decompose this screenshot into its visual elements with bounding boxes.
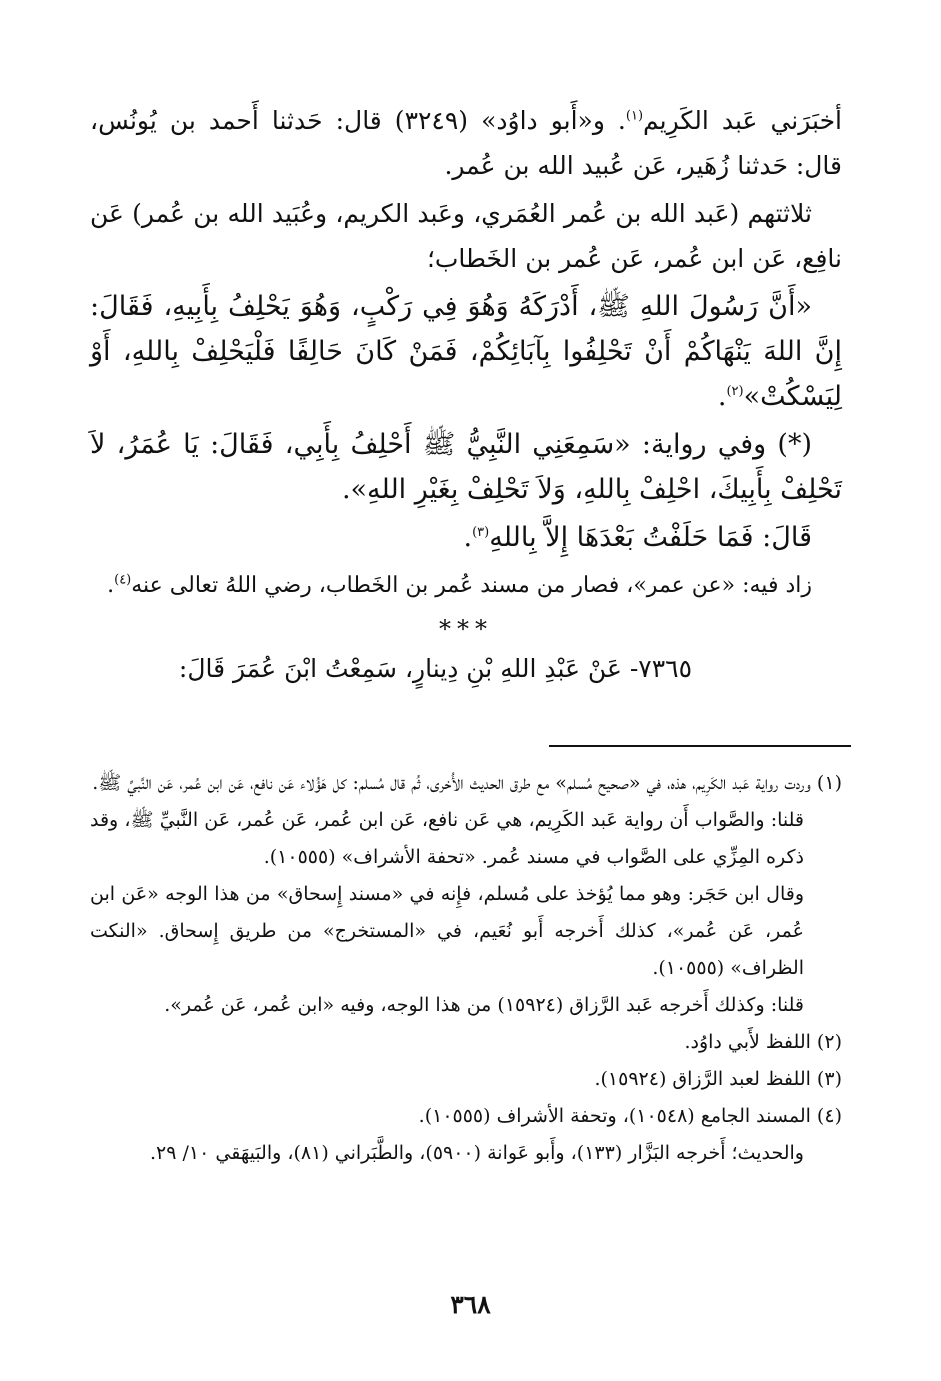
footnote-4-takhrij: والحديث؛ أَخرجه البَزَّار (١٣٣)، وأَبو عَوانة (٥٩٠٠)، والطَّبَراني (٨١)، والبَيهَقي ١٠/ ٢٩. bbox=[150, 1142, 804, 1164]
paragraph-text: أخبَرَني عَبد الكَرِيم bbox=[643, 106, 842, 135]
footnote-3: (٣) اللفظ لعبد الرَّزاق (١٥٩٢٤). bbox=[594, 1068, 842, 1090]
addition-text: زاد فيه: «عن عمر»، فصار من مسند عُمر بن الخَطاب، رضي اللهُ تعالى عنه bbox=[131, 573, 812, 598]
hadith-text: قَالَ: فَمَا حَلَفْتُ بَعْدَهَا إِلاَّ بِاللهِ bbox=[489, 522, 812, 553]
paragraph-addition bbox=[90, 563, 842, 608]
paragraph-isnad-end bbox=[90, 98, 842, 188]
page-number: ٣٦٨ bbox=[450, 1290, 491, 1319]
section-separator-stars: *** bbox=[439, 615, 493, 643]
paragraph-text: . و«أَبو داوُد» (٣٢٤٩) قال: حَدثنا أَحمد بن يُونُس، قال: حَدثنا زُهَير، عَن عُبيد الله بن عُمر. bbox=[90, 106, 842, 180]
main-text bbox=[90, 98, 842, 691]
footnote-1-abdurrazzaq: قلنا: وكذلك أَخرجه عَبد الرَّزاق (١٥٩٢٤) من هذا الوجه، وفيه «ابن عُمر، عَن عُمر». bbox=[164, 994, 804, 1016]
footnote-1-ibn-hajar: وقال ابن حَجَر: وهو مما يُؤخذ على مُسلم، فإِنه في «مسند إِسحاق» من هذا الوجه «عَن ابن عُمر، عَن عُمر»، كذلك أَخرجه أَبو نُعَيم، في «المستخرج» من طريق إِسحاق. «النكت الظراف» (١٠٥٥٥). bbox=[90, 883, 804, 979]
footnote-1: (١) وردت رواية عَبد الكَرِيم، هذه، في «صحيح مُسلم» مع طرق الحديث الأُخرى، ثُم قال مُسلم: كل هَؤُلاء عَن نافع، عَن ابن عُمر، عَن النَّبيِّ ﷺ. bbox=[92, 772, 842, 794]
footnote-4: (٤) المسند الجامع (١٠٥٤٨)، وتحفة الأشراف (١٠٥٥٥). bbox=[418, 1105, 842, 1127]
punctuation: . bbox=[717, 381, 727, 412]
paragraph-qala bbox=[90, 515, 842, 560]
hadith-heading: ٧٣٦٥- عَنْ عَبْدِ اللهِ بْنِ دِينارٍ، سَمِعْتُ ابْنَ عُمَرَ قَالَ: bbox=[178, 654, 692, 683]
footnote-2: (٢) اللفظ لأَبي داوُد. bbox=[684, 1031, 842, 1053]
footnotes bbox=[90, 765, 842, 1172]
footnote-ref-2[interactable]: (٢) bbox=[726, 384, 744, 399]
paragraph-riwaya: (*) وفي رواية: «سَمِعَنِي النَّبِيُّ ﷺ أَحْلِفُ بِأَبِي، فَقَالَ: يَا عُمَرُ، لاَ تَحْلِفْ بِأَبِيكَ، احْلِفْ بِاللهِ، وَلاَ تَحْلِفْ بِغَيْرِ اللهِ». bbox=[90, 429, 842, 505]
paragraph-hadith-text bbox=[90, 284, 842, 419]
footnote-1-comment: قلنا: والصَّواب أَن رواية عَبد الكَرِيم، هي عَن نافع، عَن ابن عُمر، عَن عُمر، عَن النَّبيِّ ﷺ، وقد ذكره المِزِّي على الصَّواب في مسند عُمر. «تحفة الأشراف» (١٠٥٥٥). bbox=[90, 809, 804, 868]
punctuation: . bbox=[107, 573, 115, 598]
punctuation: . bbox=[463, 522, 473, 553]
paragraph-three-narrators: ثلاثتهم (عَبد الله بن عُمر العُمَري، وعَبد الكريم، وعُبَيد الله بن عُمر) عَن نافِع، عَن ابن عُمر، عَن عُمر بن الخَطاب؛ bbox=[90, 199, 842, 273]
footnote-divider bbox=[549, 745, 851, 747]
footnote-ref-3[interactable]: (٣) bbox=[472, 525, 490, 540]
footnote-ref-4[interactable]: (٤) bbox=[114, 572, 132, 588]
footnote-ref-1[interactable]: (١) bbox=[625, 108, 644, 124]
hadith-text: «أَنَّ رَسُولَ اللهِ ﷺ، أَدْرَكَهُ وَهُوَ فِي رَكْبٍ، وَهُوَ يَحْلِفُ بِأَبِيهِ، فَقَالَ: إِنَّ اللهَ يَنْهَاكُمْ أَنْ تَحْلِفُوا بِآبَائِكُمْ، فَمَنْ كَانَ حَالِفًا فَلْيَحْلِفْ بِاللهِ، أَوْ لِيَسْكُتْ» bbox=[90, 291, 842, 412]
